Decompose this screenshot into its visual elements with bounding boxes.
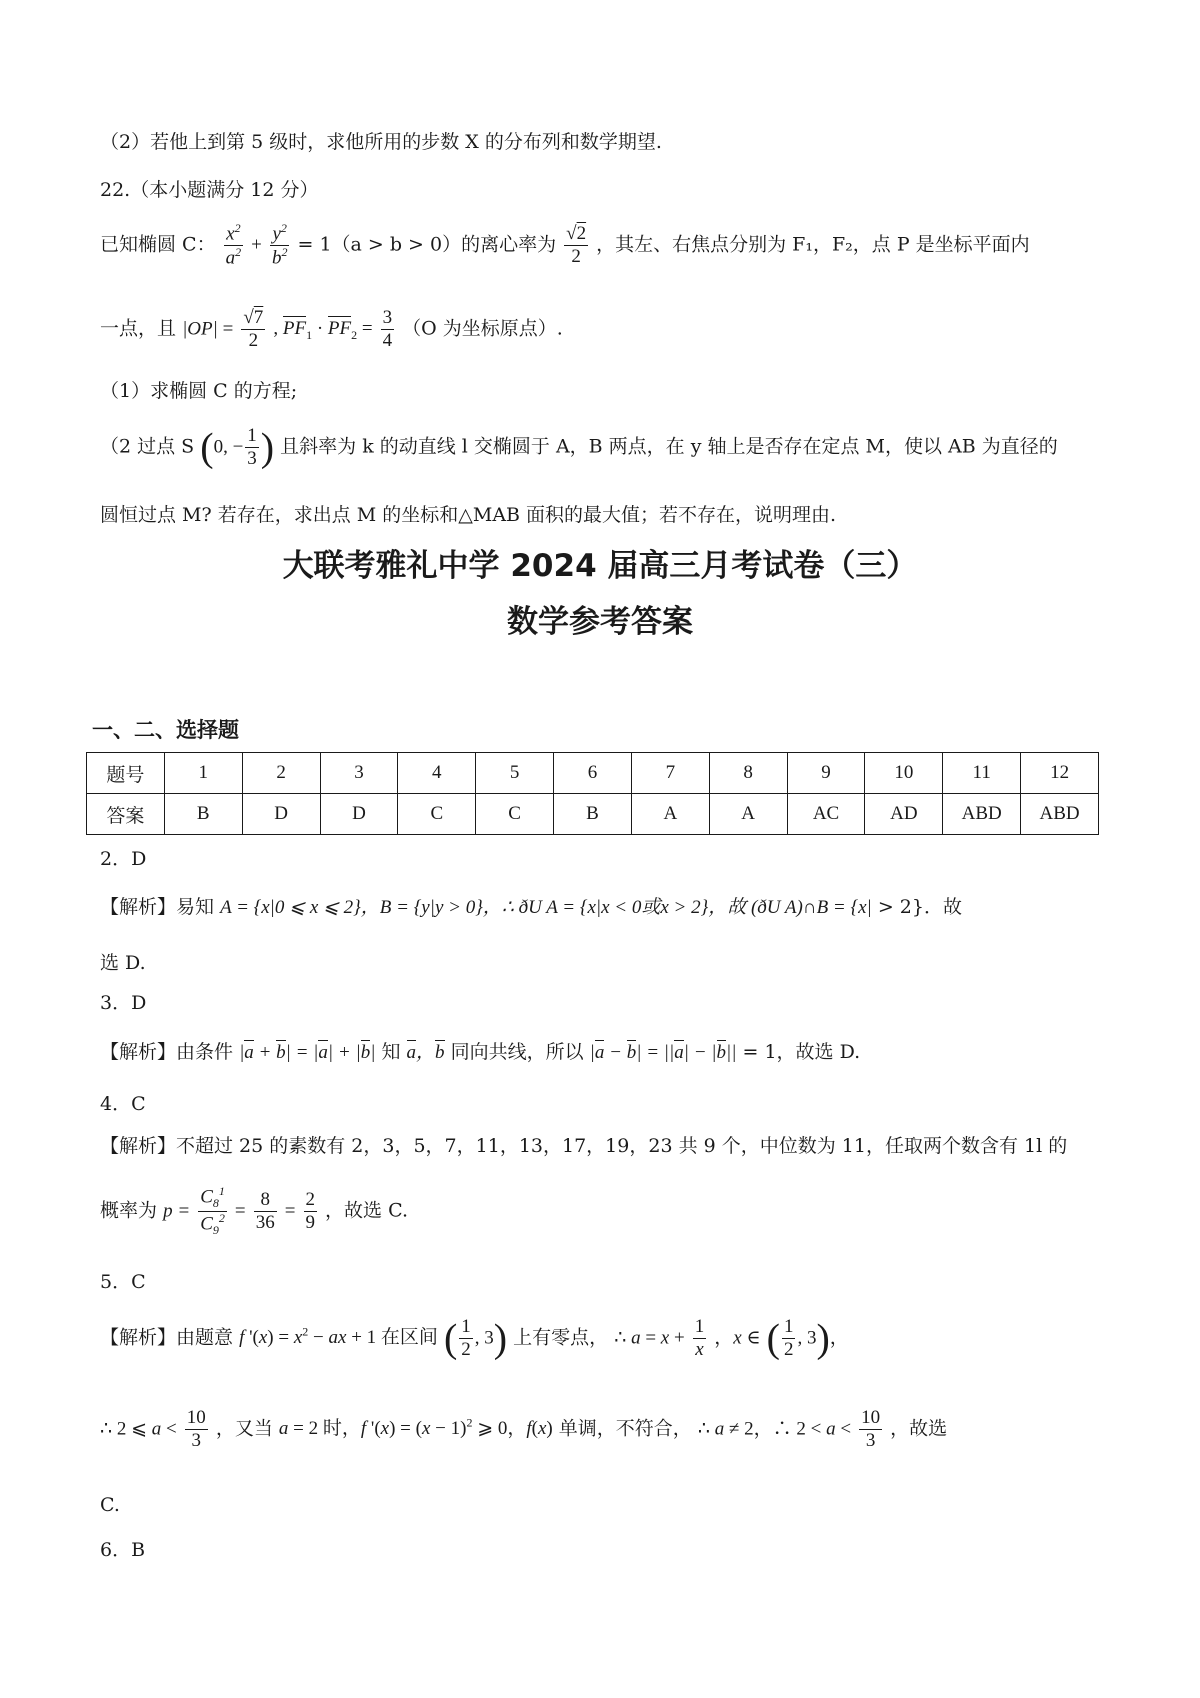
frac-8-36: $\frac{8}{36}$ [255,1189,275,1233]
table-cell: 12 [1021,753,1099,794]
sol2-l1-text-c: > 2}．故 [877,896,962,918]
q22-header: 22.（本小题满分 12 分） [100,179,319,201]
sol5-l1-text-b: 上有零点， [513,1326,609,1349]
table-cell: ABD [943,794,1021,835]
sol4-l2-text-a: 概率为 [100,1199,158,1222]
frac-1-2: $\frac{1}{2}$ [461,1316,471,1360]
sol5-l2-text-b: ，又当 [215,1417,273,1440]
table-cell: D [242,794,320,835]
sol3-l1-text-c: 同向共线，所以 [450,1041,584,1063]
table-cell: 4 [398,753,476,794]
answer-table [86,752,1099,835]
sol5-line3: C. [100,1494,120,1516]
table-cell: C [476,794,554,835]
frac-1-x: $\frac{1}{x}$ [694,1316,705,1360]
sol5-l2-text-d: ，故选 [890,1417,948,1440]
sol4-line1: 【解析】不超过 25 的素数有 2，3，5，7，11，13，17，19，23 共 9 个，中位数为 11，任取两个数含有 1l 的 [100,1135,1068,1157]
table-cell: AD [865,794,943,835]
frac-y2-b2: $\frac{y^2}{b^2}$ [271,221,288,269]
q22-l1-text-b: = 1（a > b > 0）的离心率为 [297,233,557,256]
sol5-l1-text-a: 【解析】由题意 [100,1326,234,1349]
sol2-line1 [100,898,962,917]
frac-1-3: $\frac{1}{3}$ [247,425,257,469]
exam-title: 大联考雅礼中学 2024 届高三月考试卷（三） [282,548,918,584]
table-cell: 11 [943,753,1021,794]
table-row-numbers [87,753,1099,794]
sol5-label: 5．C [100,1271,146,1293]
table-cell: A [709,794,787,835]
q22-l2-text-a: 一点，且 [100,317,177,340]
frac-1-2b: $\frac{1}{2}$ [783,1316,794,1360]
q22-part1: （1）求椭圆 C 的方程; [100,380,298,402]
q22-l2-text-b: （O 为坐标原点）. [402,317,563,340]
row-label-number: 题号 [87,753,165,794]
frac-sqrt2-2: $\frac{√2}{2}$ [566,223,587,268]
frac-3-4: $\frac{3}{4}$ [382,307,393,351]
sol2-l1-math: A = {x|0 ⩽ x ⩽ 2}，B = {y|y > 0}，∴ ðU A = {x|x < 0或x > 2}，故 (ðU A)∩B = {x| [220,897,872,918]
q22-p2-text-b: 且斜率为 k 的动直线 l 交椭圆于 A，B 两点，在 y 轴上是否存在定点 M，使以 AB 为直径的 [280,435,1058,458]
sol4-l2-text-b: ，故选 C. [325,1199,408,1222]
sol3-line1: 【解析】由条件 |a + b| = |a| + |b| 知 a，b 同向共线，所以 |a − b| = ||a| − |b|| = 1，故选 D. [100,1041,861,1063]
sol2-l1-text-a: 【解析】易知 [100,896,215,918]
sol3-l1-text-b: 知 [381,1041,401,1063]
frac-c81-c92: $\frac{C_8^1}{C_9^2}$ [200,1184,225,1238]
table-cell: B [164,794,242,835]
frac-10-3b: $\frac{10}{3}$ [861,1407,881,1451]
sol4-label: 4．C [100,1093,146,1115]
table-cell: 7 [631,753,709,794]
table-cell: C [398,794,476,835]
frac-2-9: $\frac{2}{9}$ [305,1189,315,1233]
table-cell: 5 [476,753,554,794]
sol5-l2-text-c: 单调，不符合， [558,1417,692,1440]
q21-part2: （2）若他上到第 5 级时，求他所用的步数 X 的分布列和数学期望. [100,131,662,153]
table-cell: 3 [320,753,398,794]
sol3-l1-text-a: 【解析】由条件 [100,1041,234,1063]
sol6-label: 6．B [100,1539,146,1561]
sol3-l1-text-d: = 1，故选 D. [742,1041,861,1063]
q22-line2: 一点，且 |OP| = $\frac{√7}{2}$ , $PF_1 \cdot PF_2$ = $\frac{3}{4}$ （O 为坐标原点）. [100,307,563,351]
answer-title: 数学参考答案 [507,604,693,640]
table-cell: AC [787,794,865,835]
sol2-line2: 选 D. [100,952,146,974]
section-title: 一、二、选择题 [92,718,239,742]
table-cell: 2 [242,753,320,794]
sol5-line1: 【解析】由题意 f '$(x) = x^2$ − ax + 1 在区间 ( $\frac{1}{2}$ , 3) 上有零点， ∴ a = x + $\frac{1}{x}$ ，x ∈ ( $\frac{1}{2}$ , 3)， [100,1315,849,1361]
table-cell: B [554,794,632,835]
sol3-label: 3．D [100,992,147,1014]
q22-l1-text-c: ，其左、右焦点分别为 F₁，F₂，点 P 是坐标平面内 [596,233,1030,256]
table-cell: 8 [709,753,787,794]
table-cell: 9 [787,753,865,794]
sol4-line2: 概率为 p = $\frac{C_8^1}{C_9^2}$ = $\frac{8}{36}$ = $\frac{2}{9}$ ，故选 C. [100,1184,408,1238]
table-cell: 6 [554,753,632,794]
frac-x2-a2: $\frac{x^2}{a^2}$ [225,221,242,269]
q22-part2-line2: 圆恒过点 M? 若存在，求出点 M 的坐标和△MAB 面积的最大值；若不存在，说明理由. [100,504,837,526]
table-cell: D [320,794,398,835]
table-cell: A [631,794,709,835]
q22-line1: 已知椭圆 C： $\frac{x^2}{a^2}$ + $\frac{y^2}{b^2}$ = 1（a > b > 0）的离心率为 $\frac{√2}{2}$ ，其左、右焦点分别为 F₁，F₂，点 P 是坐标平面内 [100,221,1030,269]
table-cell: 1 [164,753,242,794]
table-cell: 10 [865,753,943,794]
sol2-label: 2．D [100,848,147,870]
table-row-answers [87,794,1099,835]
q22-part2-line1: （2 过点 S (0, − $\frac{1}{3}$ ) 且斜率为 k 的动直线 l 交椭圆于 A，B 两点，在 y 轴上是否存在定点 M，使以 AB 为直径的 [100,424,1058,470]
q22-p2-text-a: （2 过点 S [100,435,195,458]
table-cell: ABD [1021,794,1099,835]
sol5-line2: ∴ 2 ⩽ a < $\frac{10}{3}$ ，又当 a = 2 时，f '$(x) = (x - 1)^2$ ⩾ 0，f(x) 单调，不符合， ∴ a ≠ 2，∴ 2 < a < $\frac{10}{3}$ ，故选 [100,1407,948,1451]
row-label-answer: 答案 [87,794,165,835]
q22-l1-text-a: 已知椭圆 C： [100,233,216,256]
frac-10-3: $\frac{10}{3}$ [186,1407,206,1451]
frac-sqrt7-2: $\frac{√7}{2}$ [243,307,264,351]
